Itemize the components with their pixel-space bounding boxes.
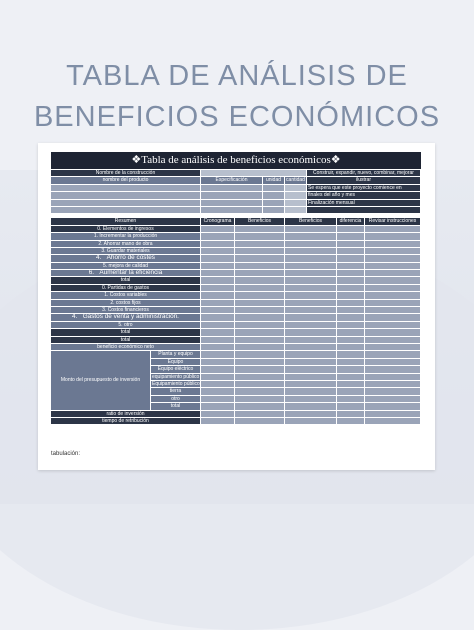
- row-label: 5. mejora de calidad: [51, 263, 201, 270]
- row-label: 1. Incrementar la producción: [51, 233, 201, 240]
- cell: [337, 403, 365, 410]
- cell: [337, 359, 365, 366]
- row-label: total: [51, 337, 201, 344]
- row-label: 3. Costos financieros: [51, 307, 201, 314]
- cell: [235, 307, 285, 314]
- cell: [365, 366, 421, 373]
- cell: [201, 255, 235, 262]
- investment-item-row: [151, 351, 421, 358]
- cell: [365, 381, 421, 388]
- table-row: [51, 177, 421, 184]
- cell: [365, 255, 421, 262]
- col-resumen: Resumen: [51, 218, 201, 225]
- cell: [235, 300, 285, 307]
- cell: [285, 337, 337, 344]
- cell: [235, 351, 285, 358]
- cell: [235, 270, 285, 277]
- cell: [235, 359, 285, 366]
- cell: [337, 255, 365, 262]
- row-label: 0. Partidas de gastos: [51, 285, 201, 292]
- cell: [235, 277, 285, 284]
- table-row: [51, 170, 421, 177]
- table-row: [51, 285, 421, 292]
- cell: [201, 200, 263, 207]
- cell: [285, 233, 337, 240]
- cell: [263, 185, 285, 192]
- cell: [365, 226, 421, 233]
- spec-header: Especificación: [201, 177, 263, 184]
- cell: [365, 292, 421, 299]
- cell: [201, 285, 235, 292]
- table-row: [51, 233, 421, 240]
- cell: [201, 411, 235, 418]
- cell: [51, 185, 201, 192]
- unit-header: unidad: [263, 177, 285, 184]
- cell: [285, 292, 337, 299]
- cell: [235, 285, 285, 292]
- cell: [337, 366, 365, 373]
- table-row: [51, 255, 421, 262]
- cell: [285, 329, 337, 336]
- cell: [285, 270, 337, 277]
- cell: [337, 388, 365, 395]
- table-row: [51, 307, 421, 314]
- cell: [235, 314, 285, 321]
- row-label: 4. Gastos de venta y administración.: [51, 314, 201, 321]
- table-body: [51, 226, 421, 352]
- col-beneficios: Beneficios: [235, 218, 285, 225]
- cell: [365, 388, 421, 395]
- cell: [285, 351, 337, 358]
- cell: [285, 359, 337, 366]
- cell: [285, 263, 337, 270]
- cell: [285, 366, 337, 373]
- cell: [235, 418, 285, 425]
- cell: [337, 233, 365, 240]
- spreadsheet-preview: [38, 143, 435, 470]
- cell: [263, 200, 285, 207]
- table-row: [51, 270, 421, 277]
- cell: [201, 263, 235, 270]
- cell: [51, 207, 201, 214]
- cell: [201, 307, 235, 314]
- cell: [201, 359, 235, 366]
- cell: [285, 388, 337, 395]
- cell: [235, 381, 285, 388]
- investment-item-row: [151, 388, 421, 395]
- cell: [235, 263, 285, 270]
- construction-label: Nombre de la construcción: [51, 170, 201, 177]
- table-row: [51, 292, 421, 299]
- cell: [337, 270, 365, 277]
- investment-label: Monto del presupuesto de inversión: [51, 351, 151, 410]
- row-label: 4. Ahorro de costes: [51, 255, 201, 262]
- cell: [235, 366, 285, 373]
- construction-value: Construir, expandir, nuevo, combinar, mejorar: [307, 170, 421, 177]
- cell: [285, 411, 337, 418]
- cell: [365, 411, 421, 418]
- investment-item-row: [151, 374, 421, 381]
- cell: [201, 337, 235, 344]
- cell: [201, 344, 235, 351]
- row-label: 1. Costos variables: [51, 292, 201, 299]
- cell: [285, 277, 337, 284]
- table-row: [51, 322, 421, 329]
- investment-item-label: total: [151, 403, 201, 410]
- investment-item-label: Equipo eléctrico: [151, 366, 201, 373]
- cell: [285, 300, 337, 307]
- cell: [285, 307, 337, 314]
- cell: [365, 241, 421, 248]
- cell: [285, 381, 337, 388]
- investment-item-label: Planta y equipo: [151, 351, 201, 358]
- cell: [201, 418, 235, 425]
- illustrate-line: finales del año y mes: [307, 192, 421, 199]
- cell: [337, 241, 365, 248]
- analysis-table: [51, 170, 421, 425]
- cell: [235, 322, 285, 329]
- illustrate-header: ilustrar: [307, 177, 421, 184]
- cell: [285, 255, 337, 262]
- cell: [285, 200, 307, 207]
- cell: [235, 292, 285, 299]
- col-diferencia: diferencia: [337, 218, 365, 225]
- cell: [201, 270, 235, 277]
- row-label: total: [51, 329, 201, 336]
- cell: [285, 396, 337, 403]
- table-row: [51, 248, 421, 255]
- cell: [337, 374, 365, 381]
- cell: [235, 374, 285, 381]
- cell: [201, 292, 235, 299]
- table-row: [51, 314, 421, 321]
- table-row: [51, 200, 421, 207]
- cell: [337, 418, 365, 425]
- row-label: 0. Elementos de ingresos: [51, 226, 201, 233]
- investment-item-row: [151, 366, 421, 373]
- cell: [285, 241, 337, 248]
- investment-items: [151, 351, 421, 410]
- cell: [235, 344, 285, 351]
- illustrate-line: Finalización mensual: [307, 200, 421, 207]
- cell: [337, 322, 365, 329]
- cell: [201, 248, 235, 255]
- cell: [201, 277, 235, 284]
- cell: [337, 329, 365, 336]
- table-row: [51, 277, 421, 284]
- quantity-header: cantidad: [285, 177, 307, 184]
- cell: [201, 233, 235, 240]
- cell: [337, 351, 365, 358]
- cell: [285, 344, 337, 351]
- cell: [51, 192, 201, 199]
- cell: [285, 226, 337, 233]
- investment-block: [51, 351, 421, 410]
- cell: [337, 381, 365, 388]
- cell: [235, 403, 285, 410]
- table-row: [51, 207, 421, 214]
- cell: [365, 351, 421, 358]
- table-title: ❖Tabla de análisis de beneficios económicos❖: [51, 152, 421, 169]
- cell: [337, 277, 365, 284]
- investment-item-label: otro: [151, 396, 201, 403]
- cell: [365, 322, 421, 329]
- cell: [337, 307, 365, 314]
- investment-item-row: [151, 381, 421, 388]
- cell: [285, 418, 337, 425]
- row-label: 3. Guardar materiales: [51, 248, 201, 255]
- cell: [235, 248, 285, 255]
- cell: [235, 329, 285, 336]
- cell: [365, 418, 421, 425]
- investment-item-label: Equipo: [151, 359, 201, 366]
- cell: [51, 200, 201, 207]
- table-row: [51, 337, 421, 344]
- cell: [365, 285, 421, 292]
- cell: [201, 314, 235, 321]
- cell: [285, 207, 307, 214]
- row-label: total: [51, 277, 201, 284]
- col-revisar: Revisar instrucciones: [365, 218, 421, 225]
- cell: [235, 241, 285, 248]
- cell: [263, 207, 285, 214]
- cell: [365, 396, 421, 403]
- cell: [365, 337, 421, 344]
- row-label: 2. Ahorrar mano de obra: [51, 241, 201, 248]
- cell: [285, 403, 337, 410]
- cell: [337, 344, 365, 351]
- table-row: [51, 344, 421, 351]
- cell: [201, 241, 235, 248]
- cell: [235, 388, 285, 395]
- cell: [365, 359, 421, 366]
- page-title: [0, 56, 474, 138]
- cell: [235, 396, 285, 403]
- cell: [337, 396, 365, 403]
- cell: [285, 374, 337, 381]
- cell: [285, 248, 337, 255]
- cell: [337, 285, 365, 292]
- cell: [201, 366, 235, 373]
- product-name-label: nombre del producto: [51, 177, 201, 184]
- cell: [201, 403, 235, 410]
- cell: [201, 322, 235, 329]
- footer-note: tabulación:: [51, 451, 81, 457]
- row-label: beneficio económico neto: [51, 344, 201, 351]
- cell: [263, 192, 285, 199]
- cell: [365, 374, 421, 381]
- col-beneficios-2: Beneficios: [285, 218, 337, 225]
- cell: [201, 185, 263, 192]
- cell: [235, 226, 285, 233]
- cell: [337, 263, 365, 270]
- cell: [337, 292, 365, 299]
- cell: [365, 277, 421, 284]
- cell: [337, 300, 365, 307]
- table-row: [51, 185, 421, 192]
- table-row: [51, 192, 421, 199]
- cell: [365, 270, 421, 277]
- cell: [235, 233, 285, 240]
- cell: [365, 248, 421, 255]
- col-cronograma: Cronograma: [201, 218, 235, 225]
- cell: [365, 403, 421, 410]
- cell: [201, 351, 235, 358]
- cell: [285, 285, 337, 292]
- cell: [235, 255, 285, 262]
- payback-time-label: tiempo de retribución: [51, 418, 201, 425]
- cell: [235, 411, 285, 418]
- investment-item-label: Equipamiento público: [152, 380, 200, 387]
- row-label: 6. Aumentar la eficiencia: [51, 270, 201, 277]
- page-title-line-1: TABLA DE ANÁLISIS DE: [66, 60, 408, 92]
- investment-item-row: [151, 359, 421, 366]
- cell: [307, 207, 421, 214]
- table-row: [51, 263, 421, 270]
- cell: [201, 374, 235, 381]
- table-row: [51, 300, 421, 307]
- table-row: [51, 226, 421, 233]
- cell: [285, 185, 307, 192]
- cell: [201, 381, 235, 388]
- cell: [201, 396, 235, 403]
- illustrate-line: Se espera que este proyecto comience en: [307, 185, 421, 192]
- cell: [285, 192, 307, 199]
- cell: [365, 344, 421, 351]
- cell: [365, 300, 421, 307]
- cell: [285, 322, 337, 329]
- cell: [201, 388, 235, 395]
- cell: [201, 207, 263, 214]
- cell: [337, 411, 365, 418]
- table-row: [51, 411, 421, 418]
- cell: [201, 226, 235, 233]
- investment-item-label: tierra: [151, 388, 201, 395]
- cell: [285, 314, 337, 321]
- cell: [337, 337, 365, 344]
- investment-item-row: [151, 403, 421, 410]
- cell: [337, 314, 365, 321]
- investment-ratio-label: ratio de inversión: [51, 411, 201, 418]
- cell: [235, 337, 285, 344]
- cell: [365, 314, 421, 321]
- cell: [337, 248, 365, 255]
- table-row: [51, 418, 421, 425]
- page-title-line-2: BENEFICIOS ECONÓMICOS: [33, 101, 441, 133]
- row-label: 5. otro: [51, 322, 201, 329]
- row-label: 2. costos fijos: [51, 300, 201, 307]
- cell: [201, 170, 307, 177]
- cell: [365, 307, 421, 314]
- cell: [201, 329, 235, 336]
- cell: [365, 329, 421, 336]
- cell: [201, 300, 235, 307]
- cell: [365, 233, 421, 240]
- cell: [337, 226, 365, 233]
- investment-item-label: equipamiento público: [152, 373, 200, 380]
- table-row: [51, 218, 421, 225]
- table-row: [51, 329, 421, 336]
- investment-item-row: [151, 396, 421, 403]
- cell: [365, 263, 421, 270]
- cell: [201, 192, 263, 199]
- table-row: [51, 241, 421, 248]
